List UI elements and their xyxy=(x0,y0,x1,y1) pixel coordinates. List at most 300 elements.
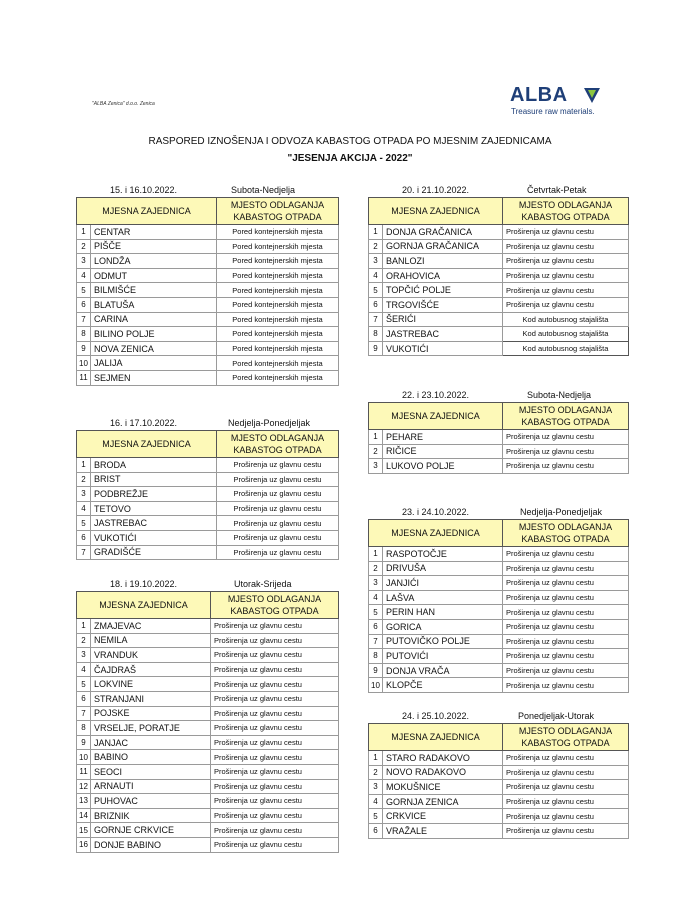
row-number: 2 xyxy=(77,239,91,254)
row-location: Pored kontejnerskih mjesta xyxy=(217,225,339,240)
row-mz: PUHOVAC xyxy=(91,794,211,809)
schedule-table xyxy=(76,197,339,386)
row-location: Proširenja uz glavnu cestu xyxy=(503,678,629,693)
column-header-mz: MJESNA ZAJEDNICA xyxy=(77,592,211,619)
schedule-table xyxy=(368,197,629,356)
table-row xyxy=(369,283,629,298)
row-number: 3 xyxy=(77,648,91,663)
row-number: 10 xyxy=(77,750,91,765)
row-location: Proširenja uz glavnu cestu xyxy=(211,706,339,721)
table-row xyxy=(77,530,339,545)
row-number: 3 xyxy=(369,780,383,795)
row-location: Proširenja uz glavnu cestu xyxy=(503,561,629,576)
row-mz: JANJIĆI xyxy=(383,576,503,591)
column-header-place-line2: KABASTOG OTPADA xyxy=(521,738,610,748)
table-row xyxy=(369,239,629,254)
row-mz: PERIN HAN xyxy=(383,605,503,620)
row-mz: DONJA VRAČA xyxy=(383,663,503,678)
table-row xyxy=(77,837,339,852)
row-number: 14 xyxy=(77,808,91,823)
row-number: 7 xyxy=(369,634,383,649)
row-location: Proširenja uz glavnu cestu xyxy=(503,444,629,459)
row-mz: BRIZNIK xyxy=(91,808,211,823)
row-location: Proširenja uz glavnu cestu xyxy=(503,794,629,809)
row-mz: JASTREBAC xyxy=(91,516,217,531)
column-header-place xyxy=(503,198,629,225)
row-location: Proširenja uz glavnu cestu xyxy=(503,765,629,780)
row-number: 7 xyxy=(369,312,383,327)
row-number: 3 xyxy=(369,576,383,591)
row-mz: BILMIŠĆE xyxy=(91,283,217,298)
column-header-place xyxy=(503,520,629,547)
table-row xyxy=(77,648,339,663)
row-mz: ODMUT xyxy=(91,268,217,283)
row-mz: BRODA xyxy=(91,458,217,473)
row-number: 2 xyxy=(369,561,383,576)
table-row xyxy=(369,678,629,693)
row-number: 3 xyxy=(369,254,383,269)
row-number: 15 xyxy=(77,823,91,838)
row-mz: NEMILA xyxy=(91,633,211,648)
row-mz: VRSELJE, PORATJE xyxy=(91,721,211,736)
table-row xyxy=(369,254,629,269)
table-row xyxy=(369,765,629,780)
row-number: 4 xyxy=(369,268,383,283)
table-row xyxy=(77,794,339,809)
row-mz: GORNJA ZENICA xyxy=(383,794,503,809)
table-row xyxy=(77,283,339,298)
row-location: Proširenja uz glavnu cestu xyxy=(211,794,339,809)
column-header-place xyxy=(217,431,339,458)
row-location: Proširenja uz glavnu cestu xyxy=(217,487,339,502)
table-row xyxy=(369,430,629,445)
row-location: Pored kontejnerskih mjesta xyxy=(217,297,339,312)
column-header-mz: MJESNA ZAJEDNICA xyxy=(77,431,217,458)
table-row xyxy=(77,545,339,560)
column-header-place xyxy=(503,403,629,430)
row-location: Proširenja uz glavnu cestu xyxy=(503,663,629,678)
row-location: Proširenja uz glavnu cestu xyxy=(503,809,629,824)
row-number: 7 xyxy=(77,545,91,560)
row-mz: RIČICE xyxy=(383,444,503,459)
row-location: Proširenja uz glavnu cestu xyxy=(217,516,339,531)
row-mz: TOPČIĆ POLJE xyxy=(383,283,503,298)
column-header-place-line1: MJESTO ODLAGANJA xyxy=(227,594,322,604)
table-row xyxy=(369,649,629,664)
row-mz: DONJE BABINO xyxy=(91,837,211,852)
table-row xyxy=(77,721,339,736)
row-number: 1 xyxy=(369,751,383,766)
schedule-date: 22. i 23.10.2022. xyxy=(402,390,470,400)
table-header-row xyxy=(77,431,339,458)
schedule-date: 16. i 17.10.2022. xyxy=(110,418,178,428)
row-location: Proširenja uz glavnu cestu xyxy=(217,472,339,487)
schedule-block xyxy=(368,183,629,356)
row-location: Proširenja uz glavnu cestu xyxy=(503,619,629,634)
column-header-mz: MJESNA ZAJEDNICA xyxy=(369,520,503,547)
table-row xyxy=(77,487,339,502)
row-location: Proširenja uz glavnu cestu xyxy=(217,545,339,560)
row-location: Proširenja uz glavnu cestu xyxy=(503,576,629,591)
schedule-date: 23. i 24.10.2022. xyxy=(402,507,470,517)
row-mz: VRAŽALE xyxy=(383,823,503,838)
row-mz: POJSKE xyxy=(91,706,211,721)
row-mz: STRANJANI xyxy=(91,691,211,706)
row-number: 6 xyxy=(369,297,383,312)
row-number: 4 xyxy=(77,501,91,516)
row-location: Proširenja uz glavnu cestu xyxy=(211,633,339,648)
table-row xyxy=(369,268,629,283)
row-mz: PUTOVIĆI xyxy=(383,649,503,664)
table-row xyxy=(369,619,629,634)
table-row xyxy=(77,619,339,634)
table-row xyxy=(77,677,339,692)
table-row xyxy=(77,297,339,312)
row-location: Proširenja uz glavnu cestu xyxy=(503,459,629,474)
column-header-mz: MJESNA ZAJEDNICA xyxy=(369,724,503,751)
row-number: 6 xyxy=(369,823,383,838)
row-number: 2 xyxy=(77,633,91,648)
row-number: 4 xyxy=(77,662,91,677)
row-location: Proširenja uz glavnu cestu xyxy=(503,590,629,605)
row-location: Proširenja uz glavnu cestu xyxy=(211,808,339,823)
row-number: 8 xyxy=(77,721,91,736)
row-location: Proširenja uz glavnu cestu xyxy=(217,530,339,545)
row-mz: MOKUŠNICE xyxy=(383,780,503,795)
row-number: 16 xyxy=(77,837,91,852)
column-header-place-line2: KABASTOG OTPADA xyxy=(233,445,322,455)
row-mz: VUKOTIĆI xyxy=(383,341,503,356)
row-number: 8 xyxy=(77,327,91,342)
row-mz: ŠERIĆI xyxy=(383,312,503,327)
row-location: Proširenja uz glavnu cestu xyxy=(211,779,339,794)
schedule-days: Subota-Nedjelja xyxy=(527,390,592,400)
schedule-table xyxy=(368,519,629,693)
schedule-date: 24. i 25.10.2022. xyxy=(402,711,470,721)
column-header-place-line2: KABASTOG OTPADA xyxy=(233,212,322,222)
row-location: Pored kontejnerskih mjesta xyxy=(217,312,339,327)
document-title: RASPORED IZNOŠENJA I ODVOZA KABASTOG OTPADA PO MJESNIM ZAJEDNICAMA xyxy=(148,136,552,147)
row-location: Proširenja uz glavnu cestu xyxy=(503,649,629,664)
row-location: Proširenja uz glavnu cestu xyxy=(217,458,339,473)
row-location: Proširenja uz glavnu cestu xyxy=(503,605,629,620)
row-number: 5 xyxy=(77,516,91,531)
schedule-date: 20. i 21.10.2022. xyxy=(402,185,470,195)
row-location: Proširenja uz glavnu cestu xyxy=(503,634,629,649)
table-row xyxy=(77,268,339,283)
schedule-days: Ponedjeljak-Utorak xyxy=(518,711,595,721)
table-row xyxy=(77,472,339,487)
row-location: Proširenja uz glavnu cestu xyxy=(211,619,339,634)
table-row xyxy=(369,297,629,312)
row-number: 10 xyxy=(369,678,383,693)
schedule-block xyxy=(368,505,629,693)
table-row xyxy=(77,662,339,677)
table-row xyxy=(77,327,339,342)
table-row xyxy=(77,808,339,823)
table-row xyxy=(77,764,339,779)
row-location: Proširenja uz glavnu cestu xyxy=(211,735,339,750)
schedule-table xyxy=(368,723,629,839)
table-row xyxy=(77,516,339,531)
row-mz: VUKOTIĆI xyxy=(91,530,217,545)
row-number: 9 xyxy=(369,341,383,356)
row-mz: LONDŽA xyxy=(91,254,217,269)
row-mz: DRIVUŠA xyxy=(383,561,503,576)
row-location: Pored kontejnerskih mjesta xyxy=(217,254,339,269)
row-location: Proširenja uz glavnu cestu xyxy=(211,823,339,838)
logo-text: ALBA xyxy=(510,84,568,106)
table-row xyxy=(77,225,339,240)
row-mz: GORNJE CRKVICE xyxy=(91,823,211,838)
row-number: 9 xyxy=(77,735,91,750)
row-mz: NOVO RADAKOVO xyxy=(383,765,503,780)
row-number: 12 xyxy=(77,779,91,794)
row-mz: LOKVINE xyxy=(91,677,211,692)
table-row xyxy=(369,823,629,838)
row-mz: JANJAC xyxy=(91,735,211,750)
row-number: 1 xyxy=(77,458,91,473)
table-row xyxy=(369,225,629,240)
row-location: Kod autobusnog stajališta xyxy=(503,312,629,327)
schedule-days: Nedjelja-Ponedjeljak xyxy=(520,507,603,517)
row-number: 8 xyxy=(369,649,383,664)
row-location: Proširenja uz glavnu cestu xyxy=(503,823,629,838)
row-location: Proširenja uz glavnu cestu xyxy=(503,780,629,795)
column-header-place-line1: MJESTO ODLAGANJA xyxy=(518,522,613,532)
row-mz: BILINO POLJE xyxy=(91,327,217,342)
table-row xyxy=(369,663,629,678)
row-number: 2 xyxy=(77,472,91,487)
schedule-table xyxy=(76,591,339,853)
table-row xyxy=(369,561,629,576)
row-number: 3 xyxy=(369,459,383,474)
row-number: 5 xyxy=(77,677,91,692)
table-row xyxy=(77,735,339,750)
table-row xyxy=(77,239,339,254)
row-mz: JASTREBAC xyxy=(383,327,503,342)
alba-logo xyxy=(510,84,620,120)
table-row xyxy=(369,605,629,620)
row-mz: JALIJA xyxy=(91,356,217,371)
row-location: Proširenja uz glavnu cestu xyxy=(211,677,339,692)
column-header-place xyxy=(211,592,339,619)
table-row xyxy=(369,312,629,327)
row-number: 4 xyxy=(369,590,383,605)
table-row xyxy=(77,779,339,794)
row-number: 7 xyxy=(77,312,91,327)
row-mz: SEOCI xyxy=(91,764,211,779)
row-mz: CENTAR xyxy=(91,225,217,240)
row-number: 1 xyxy=(77,619,91,634)
row-location: Proširenja uz glavnu cestu xyxy=(211,662,339,677)
row-mz: LUKOVO POLJE xyxy=(383,459,503,474)
row-mz: BRIST xyxy=(91,472,217,487)
table-row xyxy=(369,634,629,649)
row-mz: RASPOTOČJE xyxy=(383,547,503,562)
row-number: 6 xyxy=(77,530,91,545)
row-mz: GORICA xyxy=(383,619,503,634)
row-mz: ČAJDRAŠ xyxy=(91,662,211,677)
row-location: Proširenja uz glavnu cestu xyxy=(211,721,339,736)
row-number: 8 xyxy=(369,327,383,342)
row-mz: BLATUŠA xyxy=(91,297,217,312)
column-header-place-line2: KABASTOG OTPADA xyxy=(521,534,610,544)
row-location: Kod autobusnog stajališta xyxy=(503,327,629,342)
column-header-place xyxy=(503,724,629,751)
row-location: Proširenja uz glavnu cestu xyxy=(503,239,629,254)
row-location: Pored kontejnerskih mjesta xyxy=(217,327,339,342)
row-number: 5 xyxy=(369,283,383,298)
row-mz: TRGOVIŠĆE xyxy=(383,297,503,312)
table-row xyxy=(77,633,339,648)
row-mz: ZMAJEVAC xyxy=(91,619,211,634)
row-number: 10 xyxy=(77,356,91,371)
table-row xyxy=(369,341,629,356)
schedule-block xyxy=(368,709,629,839)
row-mz: VRANDUK xyxy=(91,648,211,663)
row-location: Proširenja uz glavnu cestu xyxy=(211,750,339,765)
table-header-row xyxy=(369,520,629,547)
row-location: Pored kontejnerskih mjesta xyxy=(217,268,339,283)
column-header-place-line1: MJESTO ODLAGANJA xyxy=(230,200,325,210)
table-row xyxy=(369,809,629,824)
row-mz: PODBREŽJE xyxy=(91,487,217,502)
row-number: 1 xyxy=(369,225,383,240)
row-location: Proširenja uz glavnu cestu xyxy=(503,547,629,562)
table-row xyxy=(369,459,629,474)
schedule-block xyxy=(76,183,339,386)
table-row xyxy=(77,370,339,385)
table-row xyxy=(369,327,629,342)
row-number: 3 xyxy=(77,254,91,269)
table-row xyxy=(369,780,629,795)
table-header-row xyxy=(369,198,629,225)
row-location: Proširenja uz glavnu cestu xyxy=(503,751,629,766)
row-number: 1 xyxy=(369,547,383,562)
schedule-days: Subota-Nedjelja xyxy=(231,185,296,195)
column-header-place-line2: KABASTOG OTPADA xyxy=(230,606,319,616)
table-row xyxy=(77,706,339,721)
document-subtitle: "JESENJA AKCIJA - 2022" xyxy=(287,153,413,164)
row-number: 2 xyxy=(369,239,383,254)
row-number: 5 xyxy=(369,809,383,824)
row-mz: PUTOVIČKO POLJE xyxy=(383,634,503,649)
table-row xyxy=(369,576,629,591)
row-mz: GRADIŠĆE xyxy=(91,545,217,560)
table-row xyxy=(77,823,339,838)
logo-tagline: Treasure raw materials. xyxy=(511,107,595,116)
table-row xyxy=(369,547,629,562)
row-number: 9 xyxy=(369,663,383,678)
schedule-date: 18. i 19.10.2022. xyxy=(110,579,178,589)
schedule-days: Utorak-Srijeda xyxy=(234,579,292,589)
logo-leaf-icon xyxy=(582,85,602,105)
row-location: Proširenja uz glavnu cestu xyxy=(211,648,339,663)
row-location: Proširenja uz glavnu cestu xyxy=(503,297,629,312)
table-header-row xyxy=(77,592,339,619)
row-mz: TETOVO xyxy=(91,501,217,516)
row-mz: BABINO xyxy=(91,750,211,765)
schedule-block xyxy=(76,577,339,853)
table-row xyxy=(77,312,339,327)
row-number: 11 xyxy=(77,764,91,779)
row-location: Proširenja uz glavnu cestu xyxy=(217,501,339,516)
row-location: Pored kontejnerskih mjesta xyxy=(217,239,339,254)
column-header-mz: MJESNA ZAJEDNICA xyxy=(369,198,503,225)
schedule-block xyxy=(368,388,629,474)
row-mz: SEJMEN xyxy=(91,370,217,385)
row-mz: GORNJA GRAČANICA xyxy=(383,239,503,254)
schedule-table xyxy=(368,402,629,474)
row-mz: CRKVICE xyxy=(383,809,503,824)
row-location: Proširenja uz glavnu cestu xyxy=(211,691,339,706)
schedule-block xyxy=(76,416,339,560)
schedule-date: 15. i 16.10.2022. xyxy=(110,185,178,195)
row-mz: STARO RADAKOVO xyxy=(383,751,503,766)
column-header-place-line1: MJESTO ODLAGANJA xyxy=(518,726,613,736)
table-header-row xyxy=(369,403,629,430)
column-header-place-line2: KABASTOG OTPADA xyxy=(521,212,610,222)
row-number: 9 xyxy=(77,341,91,356)
row-location: Pored kontejnerskih mjesta xyxy=(217,370,339,385)
company-name: "ALBA Zenica" d.o.o. Zenica xyxy=(92,101,155,107)
row-location: Proširenja uz glavnu cestu xyxy=(503,225,629,240)
row-number: 1 xyxy=(77,225,91,240)
row-location: Proširenja uz glavnu cestu xyxy=(211,837,339,852)
row-number: 7 xyxy=(77,706,91,721)
column-header-place-line1: MJESTO ODLAGANJA xyxy=(230,433,325,443)
row-number: 11 xyxy=(77,370,91,385)
column-header-mz: MJESNA ZAJEDNICA xyxy=(77,198,217,225)
table-row xyxy=(369,794,629,809)
schedule-days: Četvrtak-Petak xyxy=(527,185,587,195)
table-row xyxy=(369,590,629,605)
table-row xyxy=(77,691,339,706)
row-location: Proširenja uz glavnu cestu xyxy=(503,430,629,445)
row-location: Pored kontejnerskih mjesta xyxy=(217,283,339,298)
row-number: 3 xyxy=(77,487,91,502)
row-mz: LAŠVA xyxy=(383,590,503,605)
row-number: 4 xyxy=(369,794,383,809)
row-number: 6 xyxy=(77,691,91,706)
table-header-row xyxy=(77,198,339,225)
row-number: 6 xyxy=(369,619,383,634)
row-mz: CARINA xyxy=(91,312,217,327)
row-mz: PEHARE xyxy=(383,430,503,445)
table-row xyxy=(77,254,339,269)
row-location: Proširenja uz glavnu cestu xyxy=(503,254,629,269)
column-header-place xyxy=(217,198,339,225)
schedule-table xyxy=(76,430,339,560)
table-row xyxy=(77,501,339,516)
column-header-mz: MJESNA ZAJEDNICA xyxy=(369,403,503,430)
row-mz: KLOPČE xyxy=(383,678,503,693)
row-location: Proširenja uz glavnu cestu xyxy=(503,268,629,283)
row-number: 2 xyxy=(369,765,383,780)
row-mz: NOVA ZENICA xyxy=(91,341,217,356)
table-row xyxy=(77,341,339,356)
row-mz: ORAHOVICA xyxy=(383,268,503,283)
row-mz: BANLOZI xyxy=(383,254,503,269)
table-header-row xyxy=(369,724,629,751)
row-number: 6 xyxy=(77,297,91,312)
row-mz: DONJA GRAČANICA xyxy=(383,225,503,240)
row-location: Proširenja uz glavnu cestu xyxy=(211,764,339,779)
column-header-place-line1: MJESTO ODLAGANJA xyxy=(518,200,613,210)
row-location: Proširenja uz glavnu cestu xyxy=(503,283,629,298)
row-mz: PIŠČE xyxy=(91,239,217,254)
